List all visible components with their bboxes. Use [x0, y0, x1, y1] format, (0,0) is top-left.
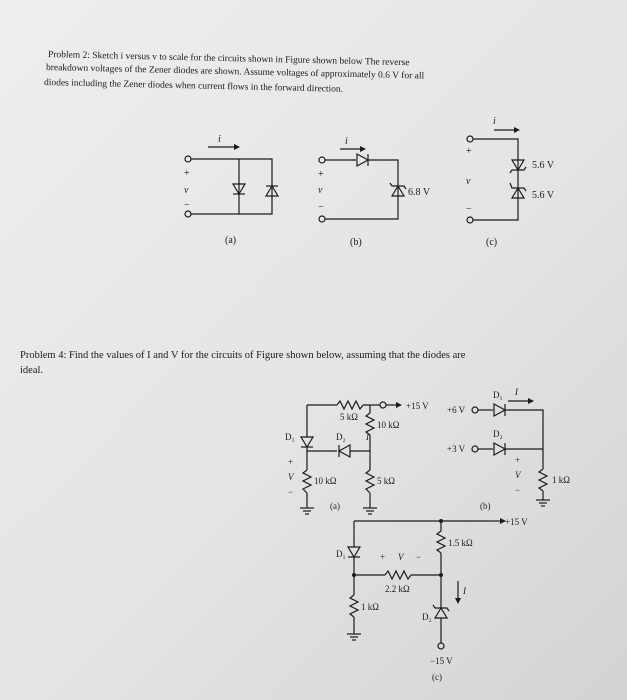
circuit-4a	[285, 401, 429, 514]
resistor-label-4c-1k: 1 kΩ	[361, 602, 379, 612]
supply-label-4c-pos: +15 V	[505, 517, 528, 527]
diode-symbol-4b-d1	[494, 404, 505, 416]
resistor-4a-10k-left	[303, 470, 311, 493]
caption-2c: (c)	[486, 237, 498, 248]
current-label-4b: I	[515, 387, 518, 397]
diode-label-4b-d2: D₂	[493, 429, 503, 439]
current-label-4a: I	[366, 432, 369, 442]
resistor-label-4c-1k5: 1.5 kΩ	[448, 538, 473, 548]
resistor-4a-5k-top	[337, 401, 363, 409]
circuit-4c	[336, 517, 528, 682]
voltage-label-4a: V	[288, 472, 294, 482]
caption-2a: (a)	[225, 235, 237, 246]
minus-sign-2a: −	[184, 200, 190, 211]
caption-2b: (b)	[350, 237, 362, 248]
zener-symbol-4c-d2	[435, 608, 447, 618]
current-label-2c: i	[493, 116, 496, 127]
resistor-label-4a-10k-left: 10 kΩ	[314, 476, 337, 486]
problem2-line1: Problem 2: Sketch i versus v to scale for the circuits shown in Figure shown below The reverse	[47, 50, 410, 69]
resistor-label-4a-5k-top: 5 kΩ	[340, 412, 358, 422]
plus-sign-4a: +	[288, 457, 294, 467]
plus-sign-2b: +	[318, 169, 324, 180]
caption-4a: (a)	[330, 501, 340, 511]
resistor-4c-1k	[350, 595, 358, 617]
circuit-2b	[318, 136, 431, 248]
zener-voltage-2b: 6.8 V	[408, 187, 431, 198]
diode-label-4a-d1: D₁	[285, 432, 295, 442]
voltage-label-2a: v	[184, 185, 189, 196]
supply-label-4c-neg: −15 V	[430, 656, 453, 666]
caption-4c: (c)	[432, 672, 442, 682]
supply-label-4b-3v: +3 V	[447, 444, 466, 454]
current-label-4c: I	[463, 586, 466, 596]
current-label-2b: i	[345, 136, 348, 147]
zener-voltage-2c-bottom: 5.6 V	[532, 190, 555, 201]
supply-label-4b-6v: +6 V	[447, 405, 466, 415]
plus-sign-4b: +	[515, 455, 521, 465]
circuit-4b	[447, 387, 570, 511]
voltage-label-4c: V	[398, 552, 404, 562]
diode-symbol-4a-d2	[339, 445, 350, 457]
resistor-4a-5k-bottom	[366, 470, 374, 493]
problem4-line1: Problem 4: Find the values of I and V for the circuits of Figure shown below, assuming that the diodes are	[20, 350, 466, 361]
resistor-label-4a-10k-mid: 10 kΩ	[377, 420, 400, 430]
problem2-line2: breakdown voltages of the Zener diodes are shown. Assume voltages of approximately 0.6 V for all	[45, 63, 425, 82]
diode-label-4b-d1: D₁	[493, 390, 503, 400]
diode-label-4c-d2: D₂	[422, 612, 432, 622]
resistor-4c-2k2	[385, 571, 411, 579]
voltage-label-4b: V	[515, 470, 521, 480]
diode-symbol-4c-d1	[348, 547, 360, 557]
minus-sign-2c: −	[466, 204, 472, 215]
voltage-label-2b: v	[318, 185, 323, 196]
supply-label-4a: +15 V	[406, 401, 429, 411]
circuit-2a	[184, 134, 278, 246]
diode-symbol-4a-d1	[301, 437, 313, 447]
caption-4b: (b)	[480, 501, 491, 511]
resistor-4c-1k5	[437, 531, 445, 553]
zener-voltage-2c-top: 5.6 V	[532, 160, 555, 171]
plus-sign-2a: +	[184, 168, 190, 179]
voltage-label-2c: v	[466, 176, 471, 187]
minus-sign-4b: −	[515, 485, 521, 495]
resistor-label-4c-2k2: 2.2 kΩ	[385, 584, 410, 594]
minus-sign-4c: −	[416, 552, 422, 562]
resistor-4b-1k	[539, 469, 547, 491]
minus-sign-4a: −	[288, 487, 294, 497]
minus-sign-2b: −	[318, 202, 324, 213]
plus-sign-2c: +	[466, 146, 472, 157]
problem4-line2: ideal.	[20, 365, 44, 376]
diode-label-4c-d1: D₁	[336, 549, 346, 559]
problem2-line3: diodes including the Zener diodes when current flows in the forward direction.	[43, 78, 344, 95]
current-label-2a: i	[218, 134, 221, 145]
resistor-label-4a-5k-bottom: 5 kΩ	[377, 476, 395, 486]
diode-label-4a-d2: D₂	[336, 432, 346, 442]
circuit-2c	[466, 116, 555, 248]
resistor-label-4b-1k: 1 kΩ	[552, 475, 570, 485]
diode-symbol-2b-series	[357, 154, 368, 166]
plus-sign-4c: +	[380, 552, 386, 562]
diode-symbol-4b-d2	[494, 443, 505, 455]
